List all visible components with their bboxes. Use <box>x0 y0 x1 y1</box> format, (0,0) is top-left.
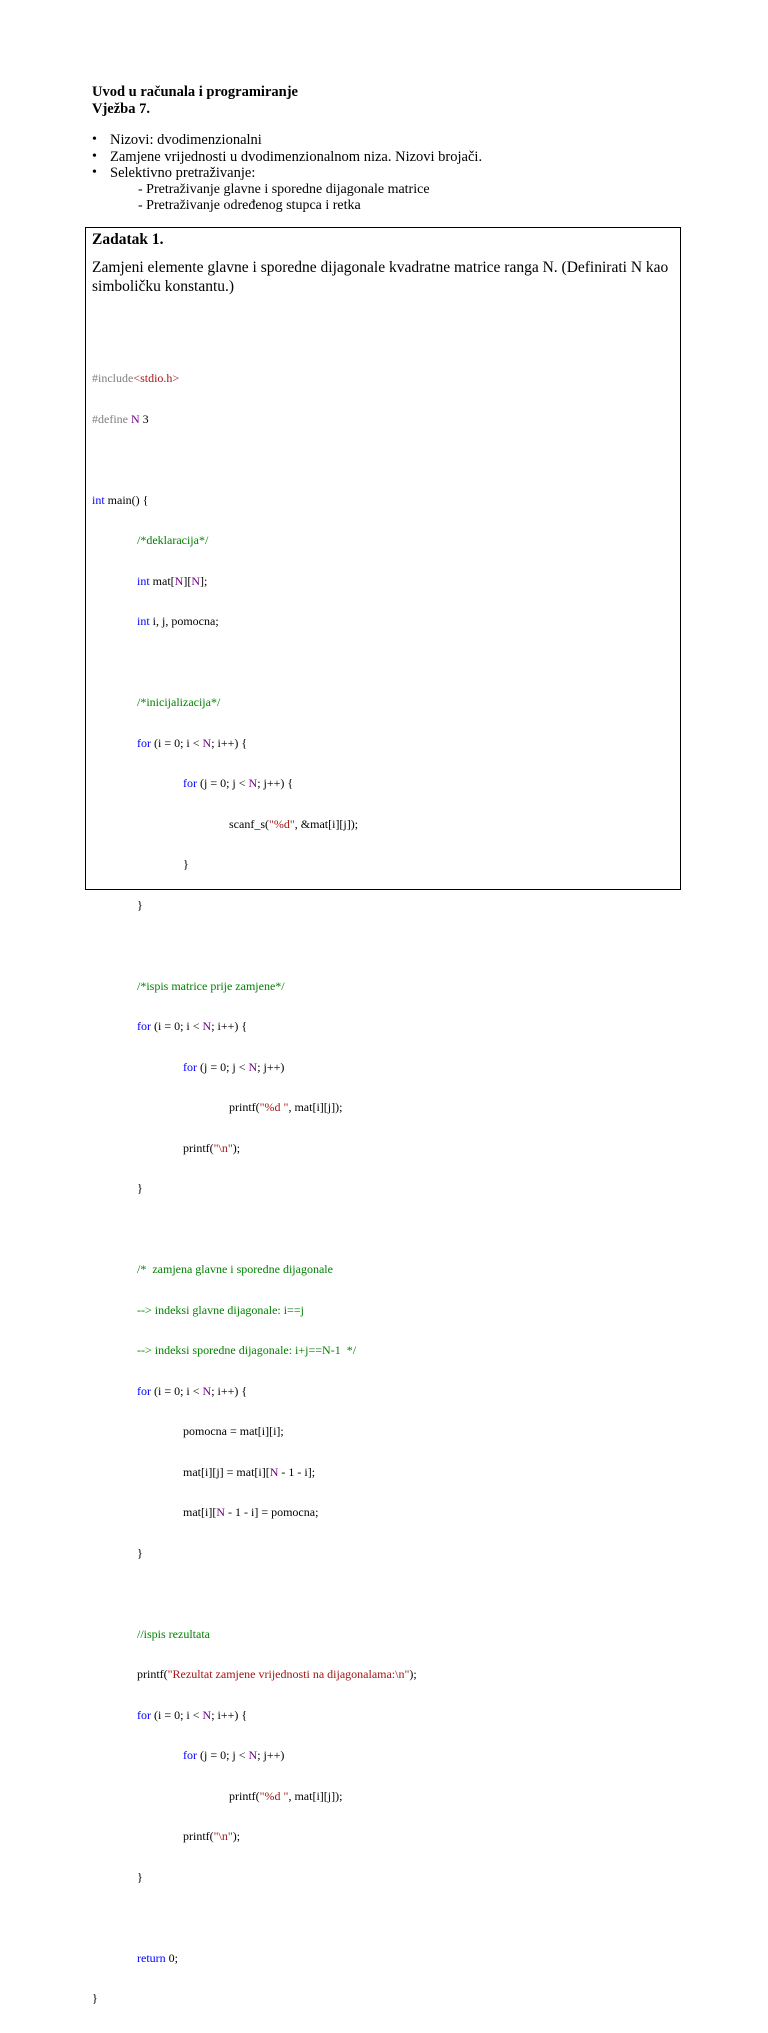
bullet-icon: • <box>92 165 97 181</box>
list-item: • Zamjene vrijednosti u dvodimenzionalnom niza. Nizovi brojači. <box>92 148 483 165</box>
code-line: printf("%d ", mat[i][j]); <box>229 1788 343 1803</box>
code-line: mat[i][j] = mat[i][N - 1 - i]; <box>183 1464 316 1479</box>
code-line <box>92 939 417 953</box>
task-description: Zamjeni elemente glavne i sporedne dijagonale kvadratne matrice ranga N. (Definirati N kao simboličku konstantu.) <box>92 259 669 295</box>
code-line: return 0; <box>137 1950 178 1965</box>
code-line <box>92 656 417 670</box>
code-line: /*ispis matrice prije zamjene*/ <box>137 978 285 993</box>
code-line: for (j = 0; j < N; j++) <box>183 1748 285 1762</box>
code-line: for (j = 0; j < N; j++) { <box>183 776 294 790</box>
code-line: #define N 3 <box>92 411 149 426</box>
code-line: for (i = 0; i < N; i++) { <box>137 1383 248 1398</box>
code-line: } <box>137 1545 143 1560</box>
code-line: scanf_s("%d", &mat[i][j]); <box>229 816 359 831</box>
code-line: int mat[N][N]; <box>137 573 208 588</box>
code-line: } <box>137 1181 143 1195</box>
code-line: printf("\n"); <box>183 1829 241 1843</box>
code-line: pomocna = mat[i][i]; <box>183 1424 284 1438</box>
code-line: #include<stdio.h> <box>92 371 180 385</box>
code-line: int i, j, pomocna; <box>137 614 219 628</box>
sub-list-item: - Pretraživanje određenog stupca i retka <box>138 198 361 214</box>
code-line: } <box>137 897 143 912</box>
task-box <box>85 227 681 2005</box>
code-line: for (i = 0; i < N; i++) { <box>137 1019 248 1033</box>
document-header <box>92 84 298 118</box>
code-line: } <box>92 1991 98 2005</box>
code-line <box>92 1911 417 1925</box>
course-title: Uvod u računala i programiranje <box>92 84 298 100</box>
bullet-icon: • <box>92 132 97 147</box>
code-line: --> indeksi glavne dijagonale: i==j <box>137 1302 304 1317</box>
list-item: • Selektivno pretraživanje: <box>92 165 256 182</box>
code-line <box>92 1223 417 1237</box>
code-line: for (i = 0; i < N; i++) { <box>137 1707 248 1722</box>
bullet-icon: • <box>92 148 97 164</box>
code-line: for (i = 0; i < N; i++) { <box>137 735 248 750</box>
code-line: --> indeksi sporedne dijagonale: i+j==N-1 */ <box>137 1343 357 1357</box>
exercise-title: Vježba 7. <box>92 101 150 117</box>
code-line: /*inicijalizacija*/ <box>137 695 221 709</box>
code-line: } <box>137 1869 143 1884</box>
code-line: /* zamjena glavne i sporedne dijagonale <box>137 1262 333 1276</box>
sub-list-item: - Pretraživanje glavne i sporedne dijagonale matrice <box>138 181 430 197</box>
code-line: for (j = 0; j < N; j++) <box>183 1059 285 1074</box>
code-line: int main() { <box>92 492 149 507</box>
code-line <box>92 453 417 467</box>
code-listing <box>92 345 417 2033</box>
code-line: mat[i][N - 1 - i] = pomocna; <box>183 1505 319 1519</box>
code-line: printf("Rezultat zamjene vrijednosti na dijagonalama:\n"); <box>137 1667 417 1681</box>
code-line: printf("\n"); <box>183 1140 241 1155</box>
topic-list <box>92 132 482 215</box>
list-item: • Nizovi: dvodimenzionalni <box>92 132 262 148</box>
code-line <box>92 1587 417 1601</box>
code-line: printf("%d ", mat[i][j]); <box>229 1100 343 1114</box>
code-line: } <box>183 857 189 871</box>
code-line: //ispis rezultata <box>137 1626 210 1641</box>
task-title: Zadatak 1. <box>92 231 164 248</box>
code-line: /*deklaracija*/ <box>137 533 209 547</box>
